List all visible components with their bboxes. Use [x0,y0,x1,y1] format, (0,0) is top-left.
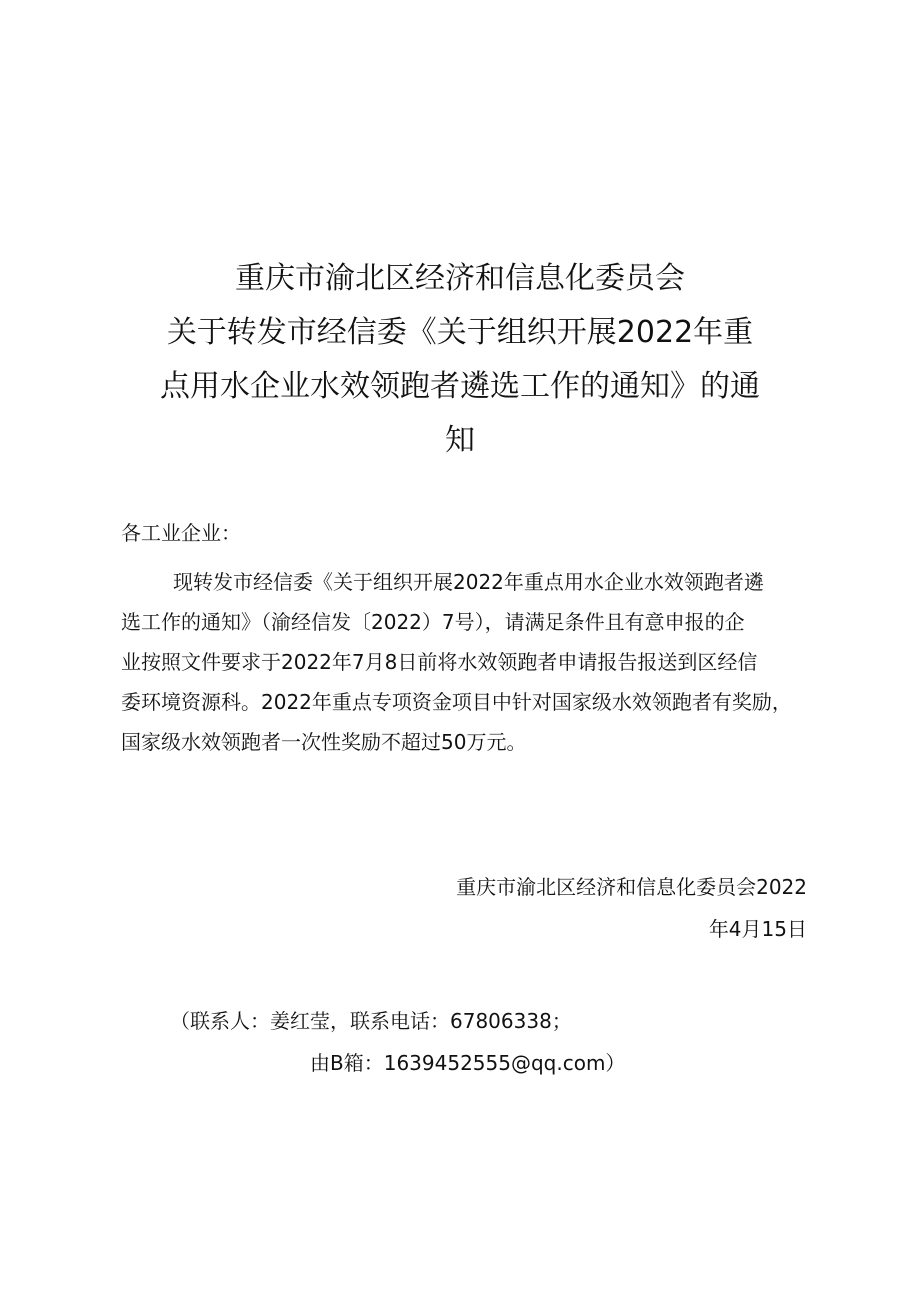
title-line: 知 [445,423,475,458]
signature-line: 重庆市渝北区经济和信息化委员会2022 [456,875,807,899]
contact-info [170,1000,770,1084]
body-paragraph [121,562,821,762]
salutation: 各工业企业： [121,521,241,545]
signature-date: 年4月15日 [708,917,807,941]
body-line: 委环境资源科。2022年重点专项资金项目中针对国家级水效领跑者有奖励， [121,690,792,714]
title-line: 关于转发市经信委《关于组织开展2022年重 [166,315,754,350]
title-line: 点用水企业水效领跑者遴选工作的通知》的通 [160,369,760,404]
contact-person-line: （联系人：姜红莹，联系电话：67806338； [170,1009,572,1033]
body-line: 业按照文件要求于2022年7月8日前将水效领跑者申请报告报送到区经信 [121,650,758,674]
body-line: 现转发市经信委《关于组织开展2022年重点用水企业水效领跑者遴 [173,570,764,594]
body-line: 国家级水效领跑者一次性奖励不超过50万元。 [121,730,527,754]
document-title [120,252,800,468]
signature-block [456,866,807,950]
body-line: 选工作的通知》（渝经信发〔2022）7号），请满足条件且有意申报的企 [121,610,745,634]
contact-email-line: 由B箱：1639452555@qq.com） [310,1051,626,1075]
title-line: 重庆市渝北区经济和信息化委员会 [235,261,685,296]
